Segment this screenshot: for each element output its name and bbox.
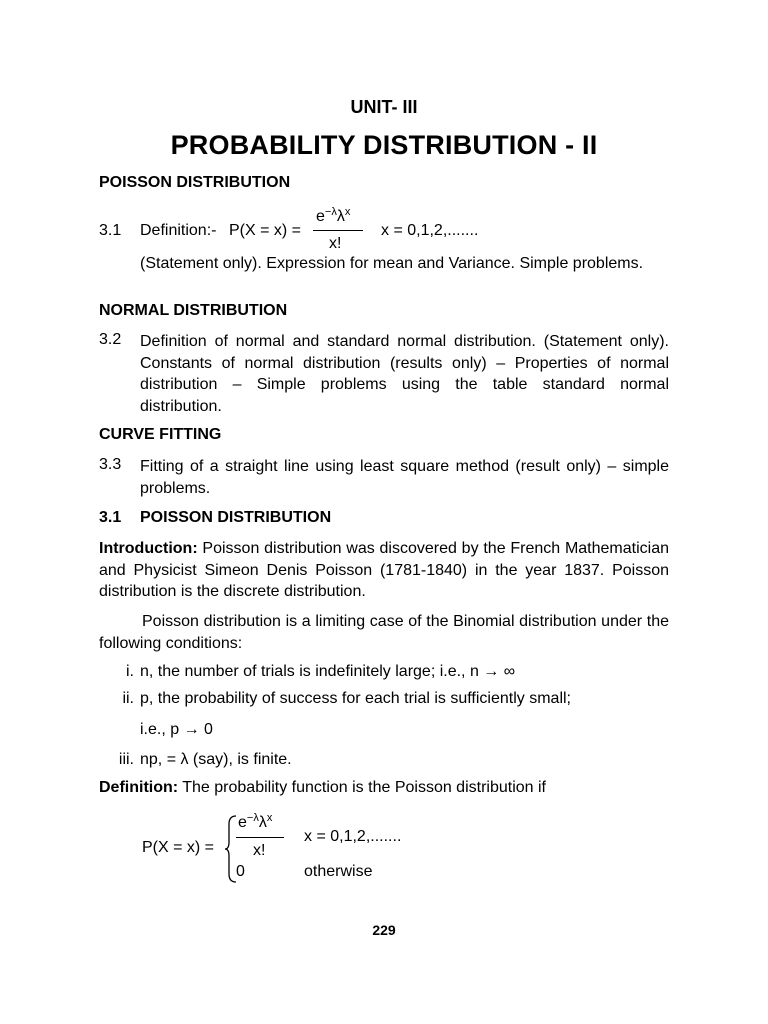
item-3-3-text: Fitting of a straight line using least square method (result only) – simple problems. (140, 458, 669, 497)
page-title: PROBABILITY DISTRIBUTION - II (170, 130, 598, 160)
section-heading-number: 3.1 (99, 509, 122, 526)
unit-label: UNIT- III (350, 97, 418, 117)
section-heading: POISSON DISTRIBUTION (140, 509, 332, 526)
definition-paragraph (99, 779, 546, 797)
definition-text: The probability function is the Poisson distribution if (178, 779, 546, 796)
introduction-text: Poisson distribution was discovered by the French Mathematician and Physicist Simeon Denis Poisson (1781-1840) in the year 1837. Poisson distribution is the discrete distribution. (99, 540, 669, 600)
introduction-label: Introduction: (99, 540, 198, 557)
limiting-case-paragraph: Poisson distribution is a limiting case of the Binomial distribution under the following conditions: (99, 613, 669, 652)
item-3-3-number: 3.3 (99, 456, 122, 473)
condition-2-numeral: ii. (122, 690, 134, 707)
condition-1-numeral: i. (126, 663, 134, 680)
item-3-1-range: x = 0,1,2,....... (381, 222, 479, 239)
item-3-2-number: 3.2 (99, 331, 122, 348)
pmf-case1-fraction-bar (236, 837, 284, 838)
pmf-case2-value: 0 (236, 863, 245, 880)
introduction-paragraph (99, 538, 669, 603)
pmf-case1-denominator: x! (253, 842, 266, 859)
item-3-1-denominator: x! (329, 235, 342, 252)
pmf-lhs: P(X = x) = (142, 839, 215, 856)
item-3-1-note: (Statement only). Expression for mean and Variance. Simple problems. (140, 255, 644, 272)
pmf-case2-condition: otherwise (304, 863, 373, 880)
item-3-1-lhs: P(X = x) = (229, 222, 302, 239)
item-3-1-numerator: $e^{-\lambda}\lambda^x$ (316, 206, 351, 225)
page-number: 229 (372, 922, 396, 938)
syllabus-poisson-heading: POISSON DISTRIBUTION (99, 174, 291, 191)
pmf-case1-condition: x = 0,1,2,....... (304, 828, 402, 845)
item-3-1-fraction-bar (313, 230, 363, 231)
definition-label: Definition: (99, 779, 179, 796)
pmf-case1-numerator: $e^{-\lambda}\lambda^x$ (238, 812, 273, 831)
condition-2-continuation: i.e., p → 0 (140, 721, 213, 738)
item-3-1-number: 3.1 (99, 222, 122, 239)
condition-1-text: n, the number of trials is indefinitely large; i.e., n → ∞ (140, 663, 516, 680)
item-3-1-label: Definition:- (140, 222, 217, 239)
condition-3-numeral: iii. (118, 751, 134, 768)
syllabus-normal-heading: NORMAL DISTRIBUTION (99, 302, 288, 319)
syllabus-curve-heading: CURVE FITTING (99, 426, 222, 443)
condition-2-text: p, the probability of success for each trial is sufficiently small; (140, 690, 571, 707)
condition-3-text: np, = λ (say), is finite. (140, 751, 292, 768)
item-3-2-text: Definition of normal and standard normal distribution. (Statement only). Constants of normal distribution (results only) – Properties of normal distribution – Simple problems using the table standard normal distribution. (140, 333, 669, 415)
